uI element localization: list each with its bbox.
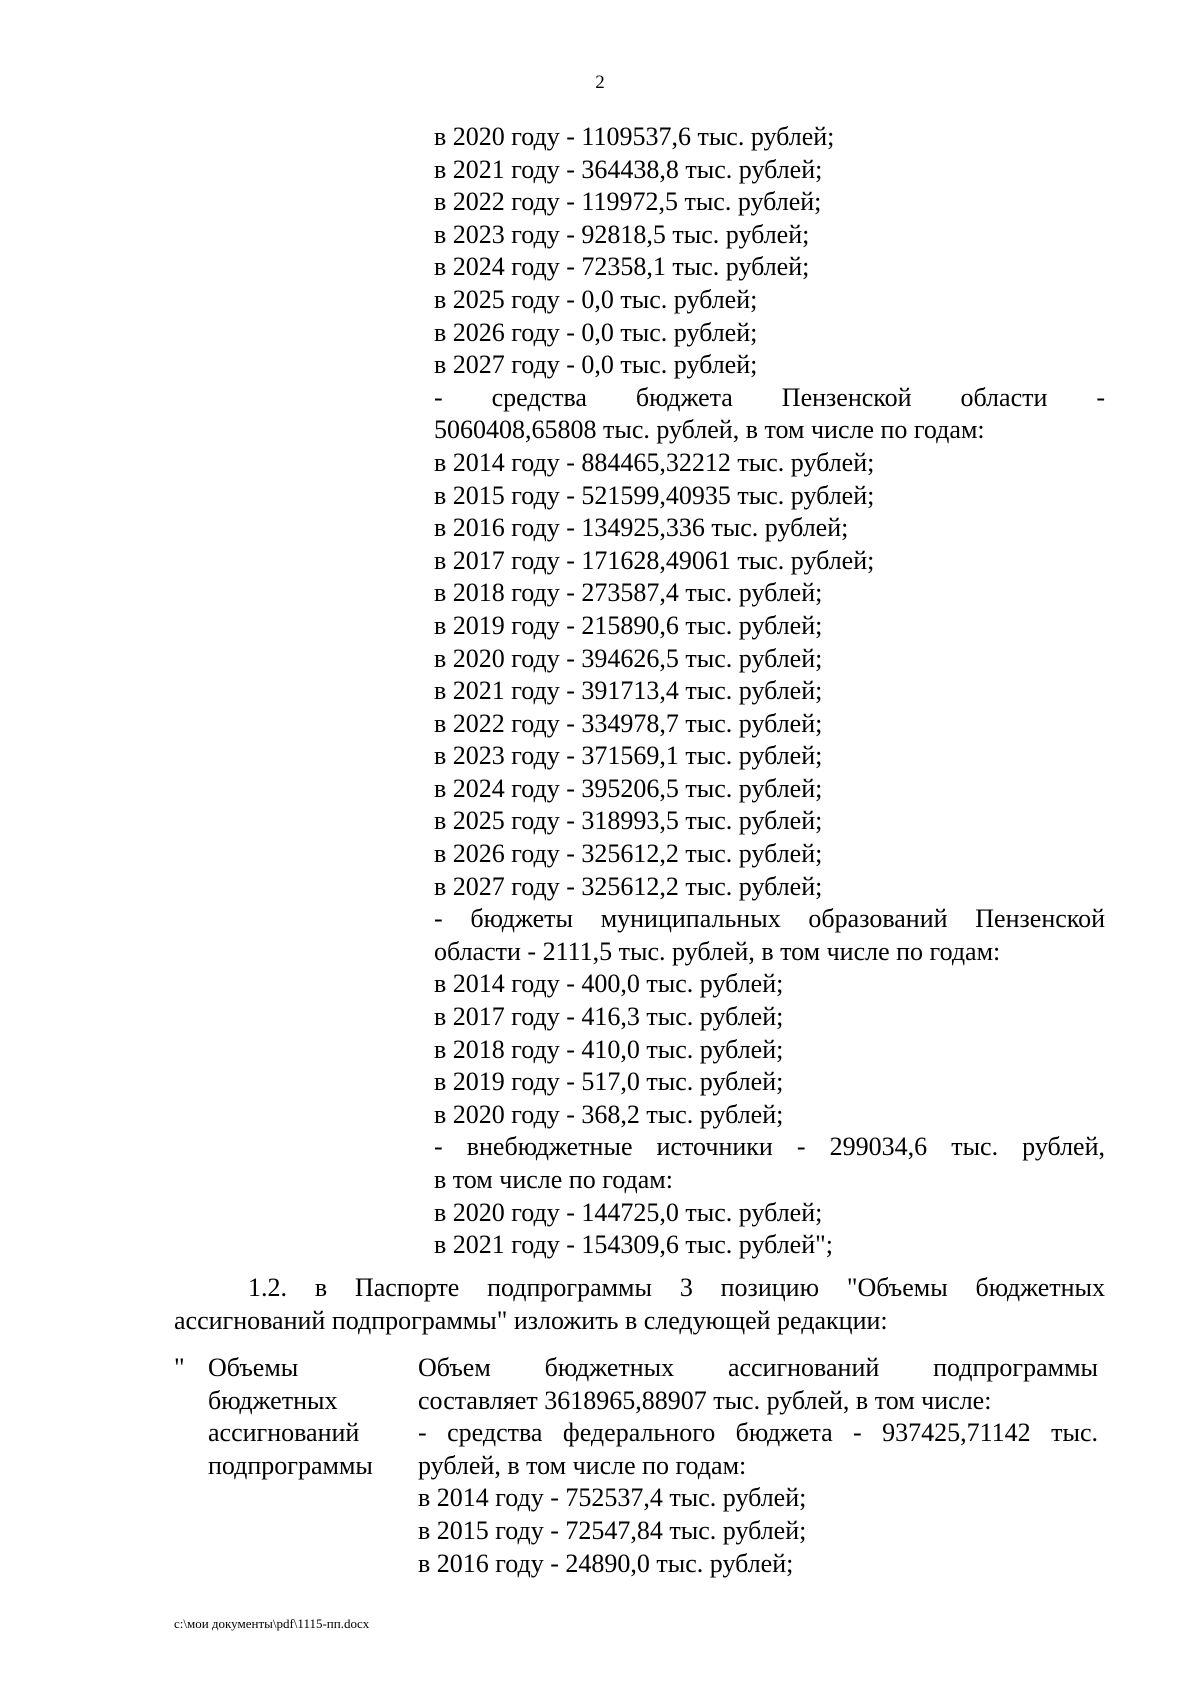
budget-lines xyxy=(434,121,1105,1262)
year-line: в 2017 году - 416,3 тыс. рублей; xyxy=(434,1002,784,1032)
extrabudgetary-heading: - внебюджетные источники - 299034,6 тыс. рублей, xyxy=(434,1132,1105,1162)
table-content-cell xyxy=(418,1352,1098,1580)
content-line: - средства федерального бюджета - 937425,71142 тыс. xyxy=(418,1418,1098,1448)
year-line: в 2022 году - 334978,7 тыс. рублей; xyxy=(434,708,823,738)
content-line: составляет 3618965,88907 тыс. рублей, в том числе: xyxy=(418,1385,992,1415)
label-line: бюджетных xyxy=(208,1385,338,1415)
year-line: в 2016 году - 134925,336 тыс. рублей; xyxy=(434,513,849,543)
year-line: в 2018 году - 410,0 тыс. рублей; xyxy=(434,1034,784,1064)
table-label-cell xyxy=(208,1352,388,1482)
year-line: в 2020 году - 394626,5 тыс. рублей; xyxy=(434,643,823,673)
year-line: в 2022 году - 119972,5 тыс. рублей; xyxy=(434,187,822,217)
file-path-footer: c:\мои документы\pdf\1115-пп.docx xyxy=(174,1616,370,1631)
label-line: ассигнований xyxy=(208,1418,360,1448)
year-line: в 2027 году - 325612,2 тыс. рублей; xyxy=(434,871,823,901)
label-line: Объемы xyxy=(208,1353,299,1382)
municipal-budget-total: области - 2111,5 тыс. рублей, в том числе по годам: xyxy=(434,936,1001,966)
opening-quote: " xyxy=(174,1353,185,1382)
amendment-paragraph xyxy=(174,1272,1105,1337)
year-line: в 2020 году - 1109537,6 тыс. рублей; xyxy=(434,122,835,151)
year-line: в 2025 году - 318993,5 тыс. рублей; xyxy=(434,806,823,836)
year-line: в 2025 году - 0,0 тыс. рублей; xyxy=(434,284,758,314)
paragraph-line-2: ассигнований подпрограммы" изложить в следующей редакции: xyxy=(174,1305,888,1335)
year-line: в 2020 году - 144725,0 тыс. рублей; xyxy=(434,1197,823,1227)
year-line: в 2023 году - 371569,1 тыс. рублей; xyxy=(434,741,823,771)
year-line: в 2017 году - 171628,49061 тыс. рублей; xyxy=(434,545,875,575)
year-line: в 2021 году - 154309,6 тыс. рублей"; xyxy=(434,1230,833,1260)
year-line: в 2021 году - 391713,4 тыс. рублей; xyxy=(434,676,823,706)
year-line: в 2014 году - 400,0 тыс. рублей; xyxy=(434,969,784,999)
label-line: подпрограммы xyxy=(208,1450,373,1480)
year-line: в 2014 году - 884465,32212 тыс. рублей; xyxy=(434,447,875,477)
year-line: в 2018 году - 273587,4 тыс. рублей; xyxy=(434,578,823,608)
year-line: в 2026 году - 325612,2 тыс. рублей; xyxy=(434,839,823,869)
year-line: в 2021 году - 364438,8 тыс. рублей; xyxy=(434,154,823,184)
regional-budget-total: 5060408,65808 тыс. рублей, в том числе по годам: xyxy=(434,415,985,445)
content-line: Объем бюджетных ассигнований подпрограммы xyxy=(418,1353,1098,1382)
year-line: в 2015 году - 521599,40935 тыс. рублей; xyxy=(434,480,875,510)
content-line: в 2016 году - 24890,0 тыс. рублей; xyxy=(418,1548,794,1578)
regional-budget-heading: - средства бюджета Пензенской области - xyxy=(434,382,1105,412)
year-line: в 2019 году - 215890,6 тыс. рублей; xyxy=(434,610,823,640)
content-line: в 2015 году - 72547,84 тыс. рублей; xyxy=(418,1515,807,1545)
page-number: 2 xyxy=(595,72,605,93)
content-line: рублей, в том числе по годам: xyxy=(418,1450,747,1480)
content-line: в 2014 году - 752537,4 тыс. рублей; xyxy=(418,1483,807,1513)
year-line: в 2019 году - 517,0 тыс. рублей; xyxy=(434,1067,784,1097)
year-line: в 2024 году - 395206,5 тыс. рублей; xyxy=(434,773,823,803)
paragraph-line-1: 1.2. в Паспорте подпрограммы 3 позицию "Объемы бюджетных xyxy=(248,1273,1105,1302)
year-line: в 2020 году - 368,2 тыс. рублей; xyxy=(434,1099,784,1129)
year-line: в 2024 году - 72358,1 тыс. рублей; xyxy=(434,252,810,282)
year-line: в 2026 году - 0,0 тыс. рублей; xyxy=(434,317,758,347)
municipal-budget-heading: - бюджеты муниципальных образований Пензенской xyxy=(434,904,1105,934)
year-line: в 2023 году - 92818,5 тыс. рублей; xyxy=(434,219,810,249)
extrabudgetary-subheading: в том числе по годам: xyxy=(434,1165,673,1194)
year-line: в 2027 году - 0,0 тыс. рублей; xyxy=(434,350,758,380)
